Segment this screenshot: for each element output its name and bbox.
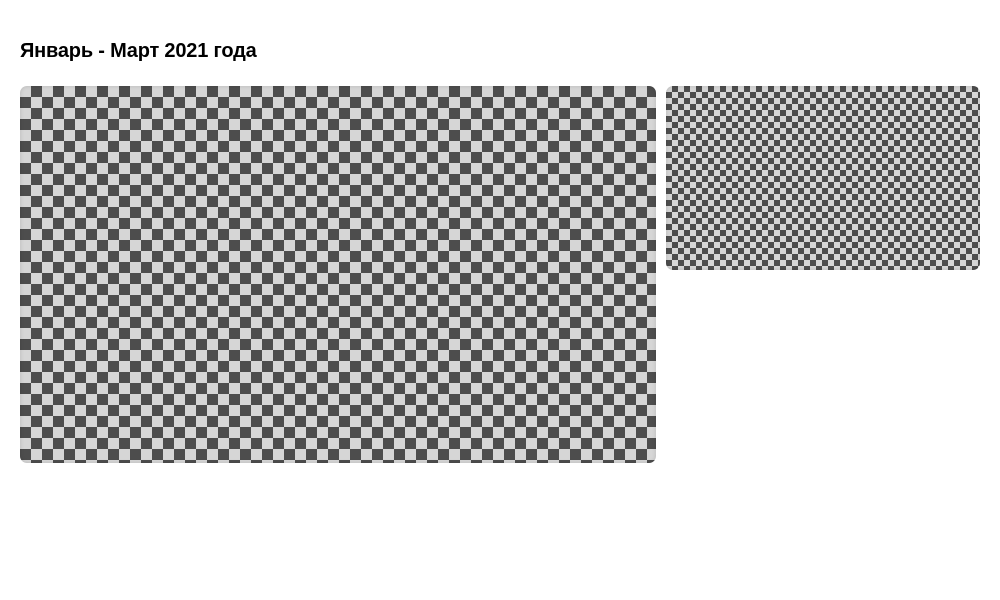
section-title: Январь - Март 2021 года bbox=[20, 40, 257, 62]
photo-tile-small[interactable] bbox=[666, 86, 980, 270]
photo-tile-large[interactable] bbox=[20, 86, 656, 463]
